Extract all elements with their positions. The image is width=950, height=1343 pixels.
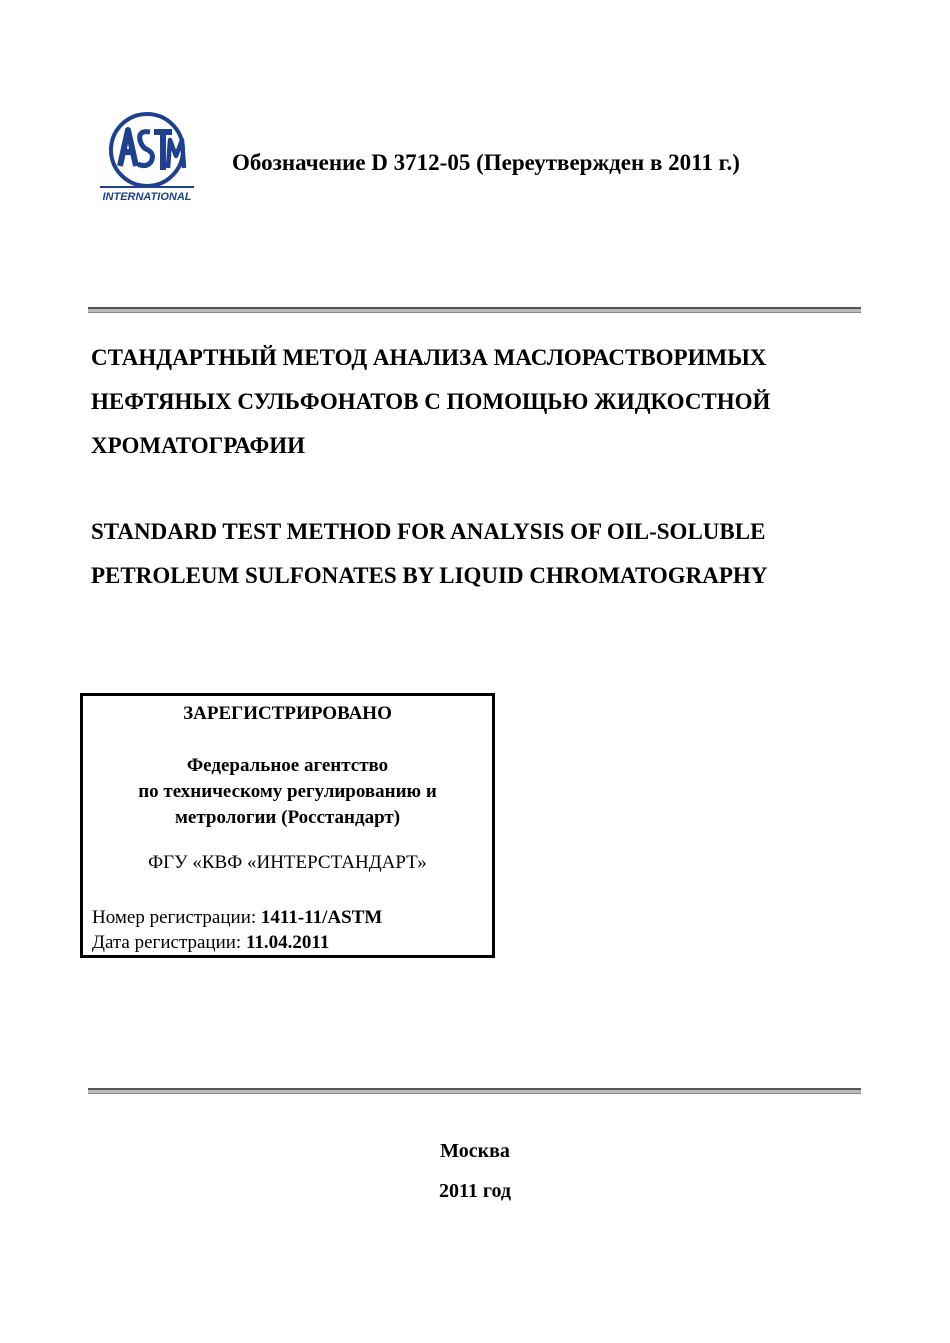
standard-designation: Обозначение D 3712-05 (Переутвержден в 2011 г.) [232, 150, 740, 175]
agency-line: метрологии (Росстандарт) [174, 807, 401, 828]
astm-logo [98, 110, 196, 216]
title-ru-line: НЕФТЯНЫХ СУЛЬФОНАТОВ С ПОМОЩЬЮ ЖИДКОСТНОЙ [91, 389, 771, 414]
registration-details [92, 905, 382, 955]
registration-date-line [92, 930, 382, 955]
logo-word: INTERNATIONAL [102, 191, 192, 203]
registration-number-line [92, 905, 382, 930]
publication-year: 2011 год [438, 1180, 512, 1202]
title-en-line: STANDARD TEST METHOD FOR ANALYSIS OF OIL-SOLUBLE [91, 519, 766, 544]
organization-name: ФГУ «КВФ «ИНТЕРСТАНДАРТ» [148, 852, 427, 873]
publication-city: Москва [440, 1140, 510, 1162]
title-russian [91, 336, 866, 468]
title-english [91, 510, 866, 598]
registration-number-label: Номер регистрации: [92, 907, 261, 928]
agency-line: по техническому регулированию и [138, 781, 437, 802]
title-ru-line: ХРОМАТОГРАФИИ [91, 433, 306, 458]
registration-date-value: 11.04.2011 [245, 932, 330, 953]
title-ru-line: СТАНДАРТНЫЙ МЕТОД АНАЛИЗА МАСЛОРАСТВОРИМЫХ [91, 345, 767, 370]
top-divider [88, 307, 861, 313]
registration-heading: ЗАРЕГИСТРИРОВАНО [183, 703, 392, 724]
agency-line: Федеральное агентство [186, 755, 389, 776]
registration-date-label: Дата регистрации: [92, 932, 246, 953]
title-en-line: PETROLEUM SULFONATES BY LIQUID CHROMATOGRAPHY [91, 563, 768, 588]
registration-number-value: 1411-11/ASTM [260, 907, 383, 928]
registration-stamp [80, 693, 495, 958]
agency-name [83, 753, 492, 831]
bottom-divider [88, 1088, 861, 1094]
